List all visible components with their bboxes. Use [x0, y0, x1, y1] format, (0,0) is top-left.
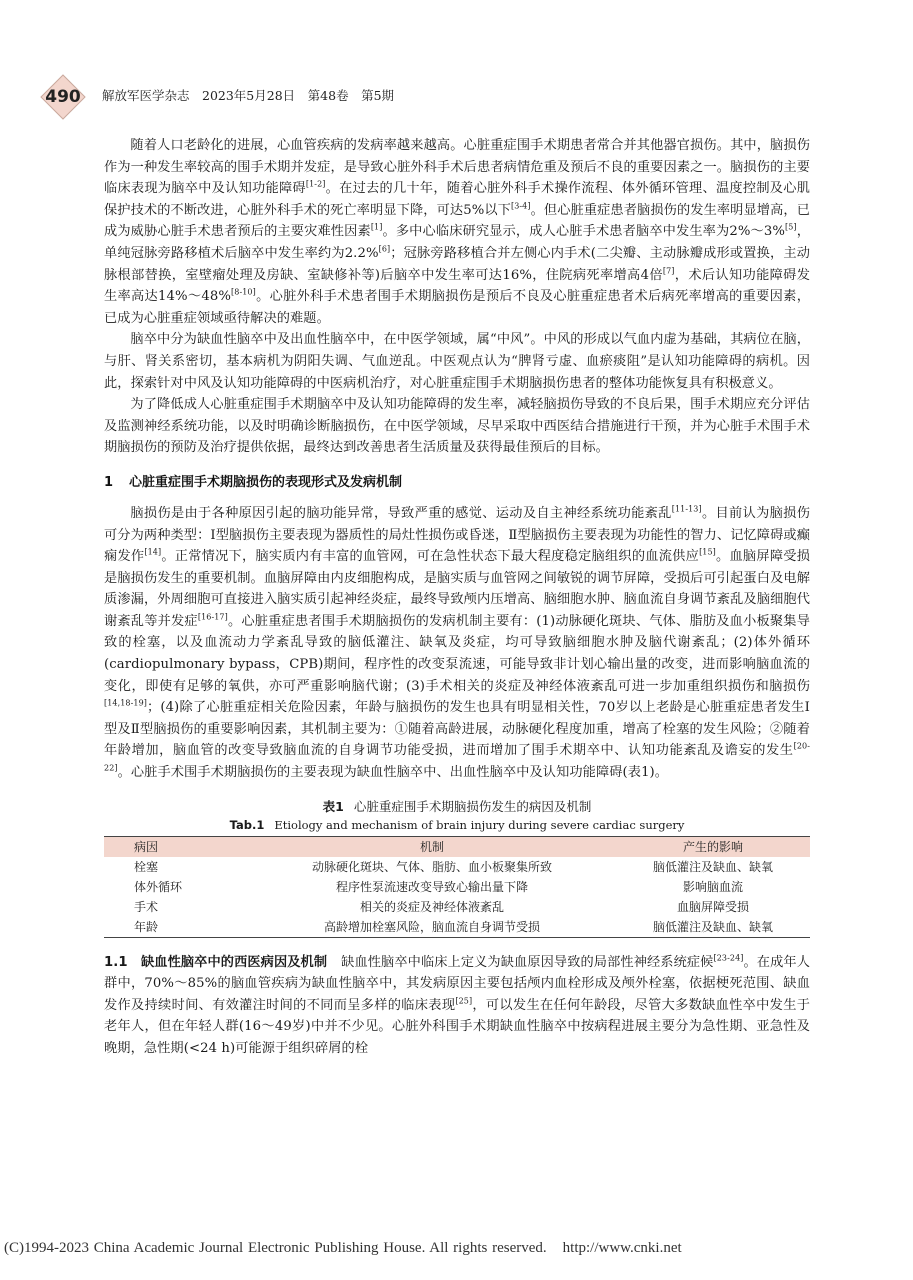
- table-row: [104, 897, 810, 917]
- table-cell: 脑低灌注及缺血、缺氧: [652, 920, 773, 935]
- table-row: [104, 877, 810, 897]
- etiology-table: [104, 836, 810, 938]
- page-header: [40, 74, 880, 120]
- column-header: 机制: [248, 836, 616, 857]
- article-body: [104, 135, 810, 1060]
- table-cell: 年龄: [134, 920, 159, 935]
- column-header: 产生的影响: [616, 836, 810, 857]
- table-cell: 脑低灌注及缺血、缺氧: [652, 860, 773, 875]
- table-cell: 相关的炎症及神经体液紊乱: [359, 900, 504, 915]
- table-row: [104, 917, 810, 938]
- section-paragraph: 脑损伤是由于各种原因引起的脑功能异常，导致严重的感觉、运动及自主神经系统功能紊乱[11-13]。目前认为脑损伤可分为两种类型：Ⅰ型脑损伤主要表现为器质性的局灶性损伤或昏迷，Ⅱ型脑损伤主要表现为功能性的智力、记忆障碍或癫痫发作[14]。正常情况下，脑实质内有丰富的血管网，可在急性状态下最大程度稳定脑组织的血流供应[15]。血脑屏障受损是脑损伤发生的重要机制。血脑屏障由内皮细胞构成，是脑实质与血管网之间敏锐的调节屏障，受损后可引起蛋白及电解质渗漏，外周细胞可直接进入脑实质引起神经炎症，最终导致颅内压增高、脑细胞水肿、脑血流自身调节紊乱及脑细胞代谢紊乱等并发症[16-17]。心脏重症患者围手术期脑损伤的发病机制主要有：(1)动脉硬化斑块、气体、脂肪及血小板聚集导致的栓塞，以及血流动力学紊乱导致的脑低灌注、缺氧及炎症，均可导致脑细胞水肿及脑代谢紊乱；(2)体外循环(cardiopulmonary bypass，CPB)期间，程序性的改变泵流速，可能导致非计划心输出量的改变，进而影响脑血流的变化，即使有足够的氧供，亦可严重影响脑代谢；(3)手术相关的炎症及神经体液紊乱可进一步加重组织损伤和脑损伤[14,18-19]；(4)除了心脏重症相关危险因素，年龄与脑损伤的发生也具有明显相关性，70岁以上老龄是心脏重症患者发生Ⅰ型及Ⅱ型脑损伤的重要影响因素，其机制主要为：①随着高龄进展，动脉硬化程度加重，增高了栓塞的发生风险；②随着年龄增加，脑血管的改变导致脑血流的自身调节功能受损，进而增加了围手术期卒中、认知功能紊乱及谵妄的发生[20-22]。心脏手术围手术期脑损伤的主要表现为缺血性脑卒中、出血性脑卒中及认知功能障碍(表1)。: [104, 504, 810, 781]
- copyright-text: (C)1994-2023 China Academic Journal Electronic Publishing House. All rights reserved.: [4, 1240, 547, 1256]
- table-cell: 程序性泵流速改变导致心输出量下降: [335, 880, 528, 895]
- page-number: 490: [45, 87, 81, 107]
- table-cell: 栓塞: [134, 860, 159, 875]
- table-caption-en: Tab.1 Etiology and mechanism of brain injury during severe cardiac surgery: [229, 817, 685, 832]
- table-cell: 手术: [134, 900, 159, 915]
- table-cell: 动脉硬化斑块、气体、脂肪、血小板聚集所致: [311, 860, 552, 875]
- table-cell: 血脑屏障受损: [676, 900, 749, 915]
- running-head: 解放军医学杂志 2023年5月28日 第48卷 第5期: [102, 88, 395, 103]
- table-caption-cn: 表1 心脏重症围手术期脑损伤发生的病因及机制: [322, 798, 592, 814]
- section-heading: [104, 473, 810, 493]
- table-cell: 高龄增加栓塞风险，脑血流自身调节受损: [323, 920, 540, 935]
- copyright-footer: [4, 1240, 682, 1257]
- footer-link[interactable]: http://www.cnki.net: [562, 1240, 682, 1256]
- table-row: [104, 857, 810, 877]
- intro-paragraph: 脑卒中分为缺血性脑卒中及出血性脑卒中，在中医学领域，属“中风”。中风的形成以气血内虚为基础，其病位在脑，与肝、肾关系密切，基本病机为阴阳失调、气血逆乱。中医观点认为“脾肾亏虚、血瘀痰阻”是认知功能障碍的病机。因此，探索针对中风及认知功能障碍的中医病机治疗，对心脏重症围手术期脑损伤患者的整体功能恢复具有积极意义。: [104, 332, 810, 391]
- column-header: 病因: [104, 836, 248, 857]
- table-cell: 影响脑血流: [682, 880, 743, 895]
- section-title: 心脏重症围手术期脑损伤的表现形式及发病机制: [129, 474, 403, 490]
- section-number: 1: [104, 474, 114, 490]
- page-number-badge: [40, 74, 86, 120]
- subsection-paragraph: 1.1 缺血性脑卒中的西医病因及机制 缺血性脑卒中临床上定义为缺血原因导致的局部性神经系统症候[23-24]。在成年人群中，70%～85%的脑血管疾病为缺血性脑卒中，其发病原因主要包括颅内血栓形成及颅外栓塞，依据梗死范围、缺血发作及持续时间、有效灌注时间的不同而呈多样的临床表现[25]，可以发生在任何年龄段，尽管大多数缺血性卒中发生于老年人，但在年轻人群(16～49岁)中并不少见。心脏外科围手术期缺血性脑卒中按病程进展主要分为急性期、亚急性及晚期，急性期(<24 h)可能源于组织碎屑的栓: [104, 953, 810, 1056]
- intro-paragraph: 随着人口老龄化的进展，心血管疾病的发病率越来越高。心脏重症围手术期患者常合并其他器官损伤。其中，脑损伤作为一种发生率较高的围手术期并发症，是导致心脏外科手术后患者病情危重及预后不良的重要因素之一。脑损伤的主要临床表现为脑卒中及认知功能障碍[1-2]。在过去的几十年，随着心脏外科手术操作流程、体外循环管理、温度控制及心肌保护技术的不断改进，心脏外科手术的死亡率明显下降，可达5%以下[3-4]。但心脏重症患者脑损伤的发生率明显增高，已成为威胁心脏手术患者预后的主要灾难性因素[1]。多中心临床研究显示，成人心脏手术患者脑卒中发生率为2%～3%[5]，单纯冠脉旁路移植术后脑卒中发生率约为2.2%[6]；冠脉旁路移植合并左侧心内手术(二尖瓣、主动脉瓣成形或置换，主动脉根部替换，室壁瘤处理及房缺、室缺修补等)后脑卒中发生率可达16%，住院病死率增高4倍[7]，术后认知功能障碍发生率高达14%～48%[8-10]。心脏外科手术患者围手术期脑损伤是预后不良及心脏重症患者术后病死率增高的重要因素，已成为心脏重症领域亟待解决的难题。: [104, 138, 810, 326]
- subsection-heading: 1.1 缺血性脑卒中的西医病因及机制: [104, 954, 328, 970]
- intro-paragraph: 为了降低成人心脏重症围手术期脑卒中及认知功能障碍的发生率，减轻脑损伤导致的不良后果，围手术期应充分评估及监测神经系统功能，以及时明确诊断脑损伤，在中医学领域，尽早采取中西医结合措施进行干预，并为心脏手术围手术期脑损伤的预防及治疗提供依据，最终达到改善患者生活质量及获得最佳预后的目标。: [104, 397, 810, 456]
- table-header-row: [104, 836, 810, 857]
- table-cell: 体外循环: [134, 880, 183, 895]
